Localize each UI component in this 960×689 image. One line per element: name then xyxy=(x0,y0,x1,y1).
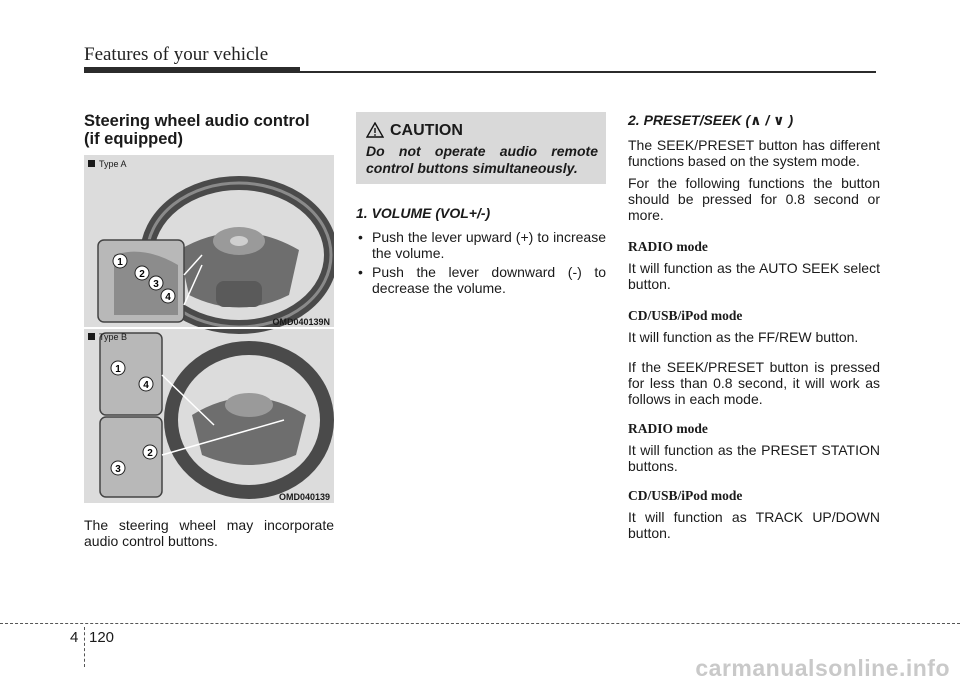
callout-a-3: 3 xyxy=(153,279,159,290)
caution-box xyxy=(356,112,606,184)
mode-heading: CD/USB/iPod mode xyxy=(628,488,743,503)
page-header-title: Features of your vehicle xyxy=(84,44,269,65)
section-title-line2: (if equipped) xyxy=(84,130,183,148)
middle-column xyxy=(356,205,606,299)
caution-text: Do not operate audio remote control buttons simultaneously. xyxy=(366,143,598,176)
paragraph: It will function as the AUTO SEEK select button. xyxy=(628,260,880,292)
callout-a-4: 4 xyxy=(165,292,171,303)
callout-a-2: 2 xyxy=(139,269,145,280)
type-a-caption: OMD040139N xyxy=(272,317,330,327)
callout-a-1: 1 xyxy=(117,257,123,268)
left-column xyxy=(84,112,334,148)
volume-subhead: 1. VOLUME (VOL+/-) xyxy=(356,205,491,221)
figure-divider xyxy=(84,327,334,329)
caution-title: CAUTION xyxy=(390,122,463,139)
paragraph: For the following functions the button should be pressed for 0.8 second or more. xyxy=(628,175,880,223)
callout-b-2: 2 xyxy=(147,448,153,459)
mode-heading: RADIO mode xyxy=(628,421,708,436)
callout-b-4: 4 xyxy=(143,380,149,391)
steering-wheel-illustration xyxy=(84,155,334,503)
page-number: 120 xyxy=(89,629,115,646)
preset-seek-subhead: 2. PRESET/SEEK (∧ / ∨ ) xyxy=(628,112,794,128)
footer-divider xyxy=(84,627,85,667)
chapter-number: 4 xyxy=(70,629,79,646)
type-a-wheel xyxy=(98,183,331,327)
bullet-item: • Push the lever downward (-) to decrease the volume. xyxy=(356,264,606,296)
footer-rule xyxy=(0,623,960,624)
type-b-label: Type B xyxy=(88,332,127,342)
watermark: carmanualsonline.info xyxy=(695,655,950,681)
mode-heading: CD/USB/iPod mode xyxy=(628,308,743,323)
right-column xyxy=(628,112,880,541)
volume-bullets xyxy=(356,229,606,296)
callout-b-3: 3 xyxy=(115,464,121,475)
paragraph: It will function as the FF/REW button. xyxy=(628,329,859,345)
paragraph: The SEEK/PRESET button has different functions based on the system mode. xyxy=(628,137,880,169)
section-title xyxy=(84,112,334,148)
left-body-text: The steering wheel may incorporate audio control buttons. xyxy=(84,517,334,549)
bullet-item: • Push the lever upward (+) to increase the volume. xyxy=(356,229,606,261)
paragraph: It will function as TRACK UP/DOWN button. xyxy=(628,509,880,541)
type-b-caption: OMD040139 xyxy=(278,492,330,502)
paragraph: If the SEEK/PRESET button is pressed for less than 0.8 second, it will work as follows in each mode. xyxy=(628,359,880,407)
header-bar xyxy=(84,67,300,73)
type-b-wheel xyxy=(100,333,327,497)
warning-triangle-icon xyxy=(366,122,384,138)
callout-b-1: 1 xyxy=(115,364,121,375)
header-rule xyxy=(300,71,876,73)
mode-heading: RADIO mode xyxy=(628,239,708,254)
paragraph: It will function as the PRESET STATION buttons. xyxy=(628,442,880,474)
section-title-line1: Steering wheel audio control xyxy=(84,112,310,130)
steering-wheel-figure xyxy=(84,155,334,503)
type-a-label: Type A xyxy=(88,159,127,169)
